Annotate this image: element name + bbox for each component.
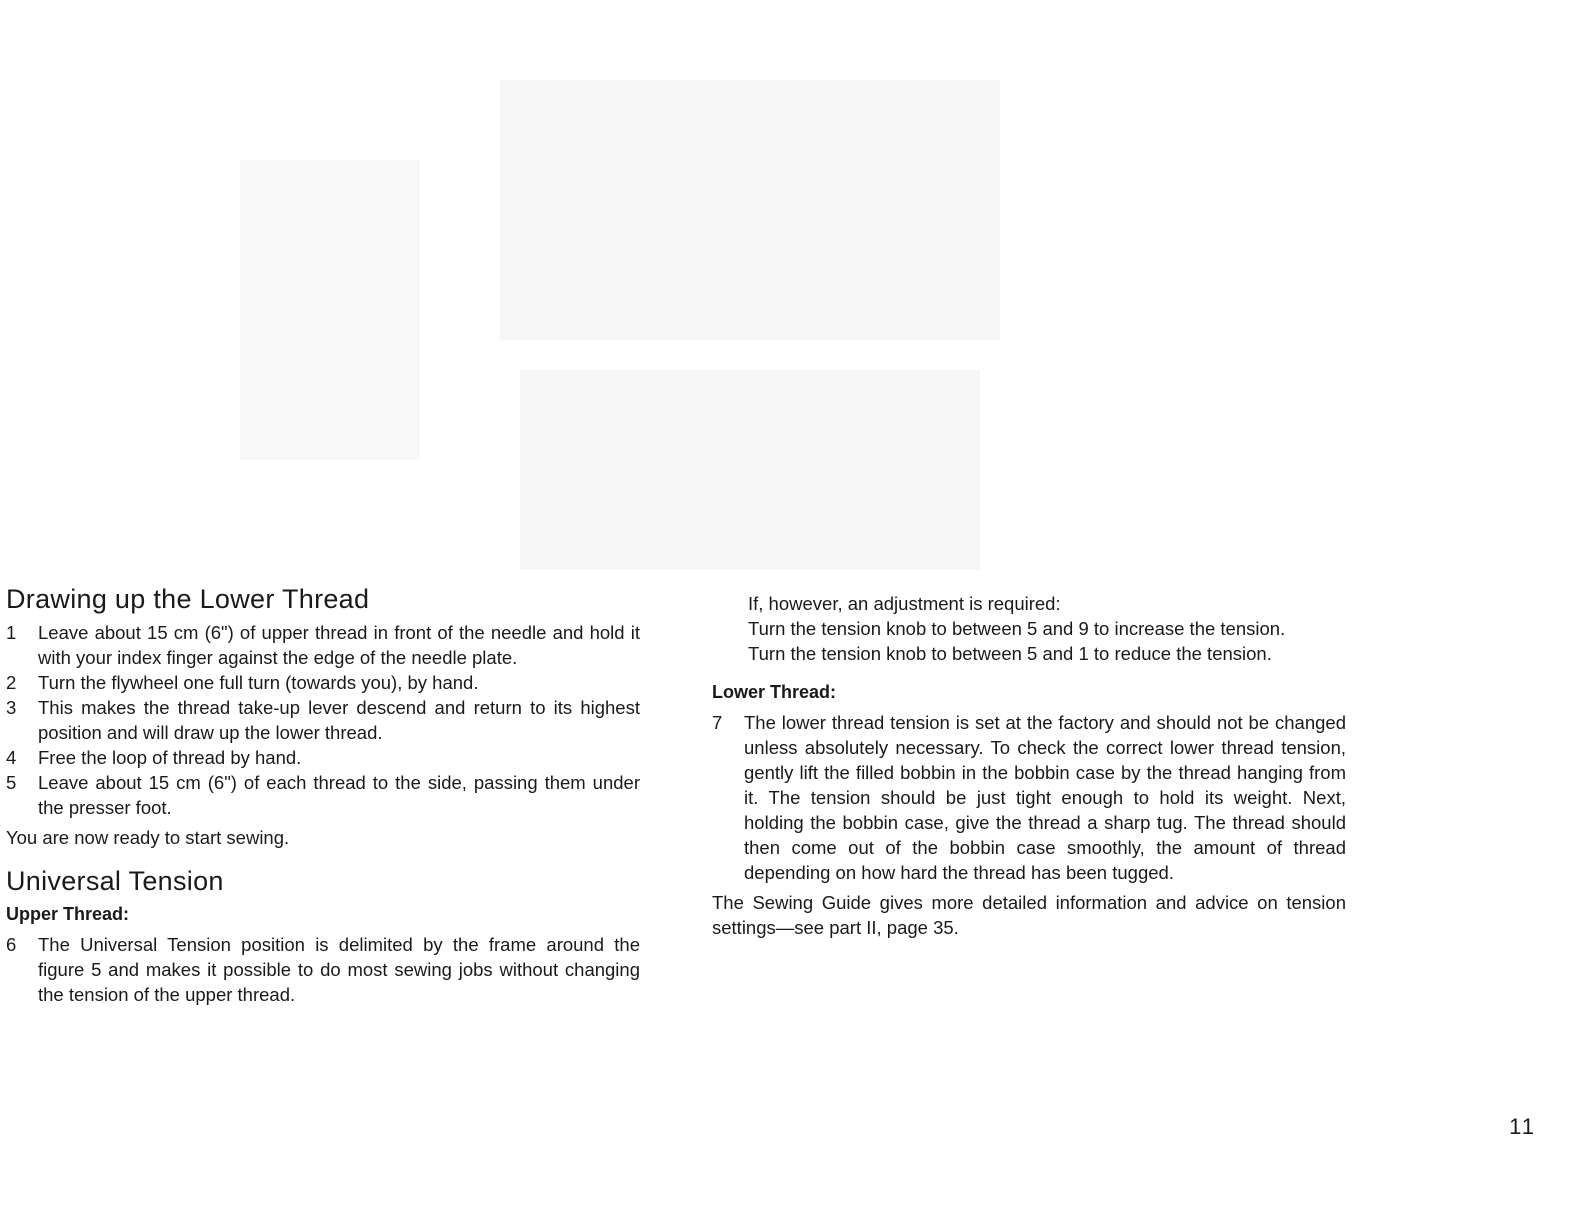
step-text: This makes the thread take-up lever descend and return to its highest position and will draw up the lower thread.	[38, 697, 640, 743]
step-text: The Universal Tension position is delimited by the frame around the figure 5 and makes it possible to do most sewing jobs without changing the tension of the upper thread.	[38, 934, 640, 1005]
faded-illustration	[200, 40, 1360, 580]
step-text: Leave about 15 cm (6") of upper thread in front of the needle and hold it with your index finger against the edge of the needle plate.	[38, 622, 640, 668]
step-number: 4	[6, 747, 17, 768]
page-number: 11	[1509, 1114, 1536, 1139]
step-number: 7	[712, 712, 723, 733]
universal-tension-title: Universal Tension	[6, 866, 224, 896]
step-number: 5	[6, 772, 17, 793]
step-item	[6, 695, 640, 745]
step-item	[712, 710, 1346, 885]
sewing-guide-text: The Sewing Guide gives more detailed information and advice on tension settings—see part II, page 35.	[712, 892, 1346, 938]
step-number: 6	[6, 934, 17, 955]
right-column	[712, 591, 1346, 940]
upper-thread-heading: Upper Thread:	[6, 904, 130, 924]
step-item	[6, 745, 640, 770]
lower-thread-heading: Lower Thread:	[712, 682, 837, 702]
increase-tension-text: Turn the tension knob to between 5 and 9 to increase the tension.	[748, 618, 1286, 639]
step-item	[6, 770, 640, 820]
reduce-tension-text: Turn the tension knob to between 5 and 1 to reduce the tension.	[748, 643, 1272, 664]
left-column	[6, 582, 640, 1007]
step-number: 3	[6, 697, 17, 718]
adjustment-intro: If, however, an adjustment is required:	[748, 593, 1061, 614]
step-text: Turn the flywheel one full turn (towards you), by hand.	[38, 672, 479, 693]
step-number: 1	[6, 622, 17, 643]
step-item	[6, 620, 640, 670]
step-text: The lower thread tension is set at the factory and should not be changed unless absolutely necessary. To check the correct lower thread tension, gently lift the filled bobbin in the bobbin case by the thread hanging from it. The tension should be just tight enough to hold its weight. Next, holding the bobbin case, give the thread a sharp tug. The thread should then come out of the bobbin case smoothly, the amount of thread depending on how hard the thread has been tugged.	[744, 712, 1346, 883]
drawing-lower-thread-title: Drawing up the Lower Thread	[6, 584, 370, 614]
ready-to-sew-text: You are now ready to start sewing.	[6, 827, 290, 848]
step-item	[6, 932, 640, 1007]
step-text: Free the loop of thread by hand.	[38, 747, 302, 768]
step-text: Leave about 15 cm (6") of each thread to the side, passing them under the presser foot.	[38, 772, 640, 818]
step-number: 2	[6, 672, 17, 693]
step-item	[6, 670, 640, 695]
